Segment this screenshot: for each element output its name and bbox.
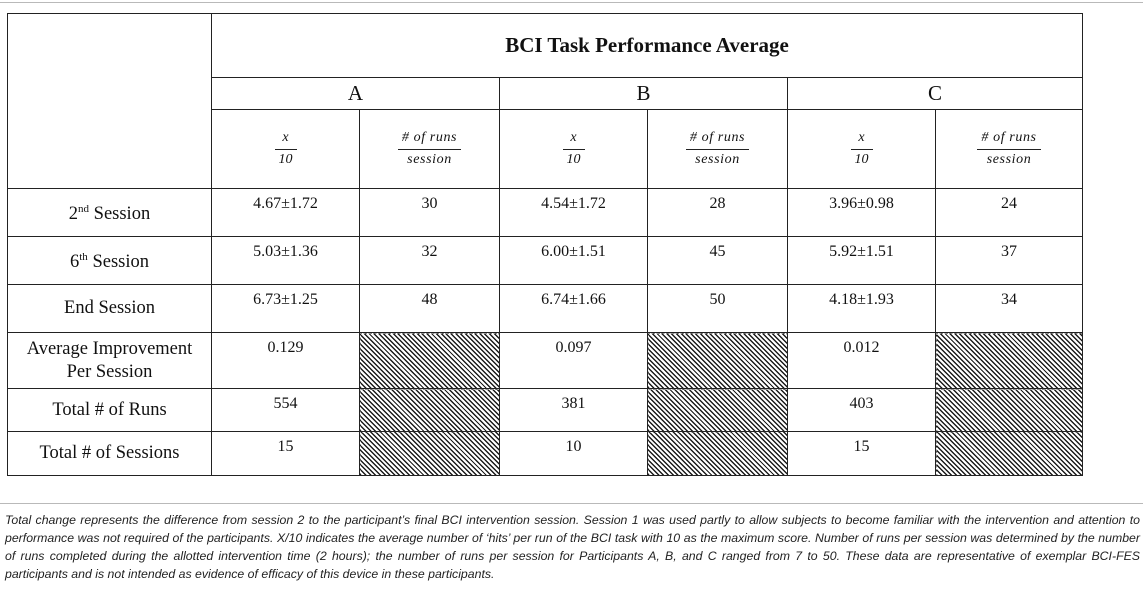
table-cell: 15 [212,432,360,476]
frac-numerator: # of runs [689,130,746,146]
table-cell: 554 [212,389,360,432]
frac-denominator: 10 [275,149,297,168]
subheader-runs-a [360,110,500,189]
table-row [8,389,1083,432]
hatched-empty-cell [360,432,500,476]
row-label-total-sessions: Total # of Sessions [8,432,212,476]
table-row [8,285,1083,333]
table-cell: 3.96±0.98 [788,189,936,237]
table-row [8,237,1083,285]
table-cell: 5.03±1.36 [212,237,360,285]
group-header-b: B [500,78,788,110]
table-cell: 30 [360,189,500,237]
row-label-6th-session [8,237,212,285]
hatched-empty-cell [648,333,788,389]
table-cell: 37 [936,237,1083,285]
frac-numerator: # of runs [401,130,458,146]
frac-numerator: # of runs [981,130,1037,146]
table-cell: 24 [936,189,1083,237]
row-label-text: 6 [70,252,80,273]
row-label-average-improvement [8,333,212,389]
table-cell: 0.129 [212,333,360,389]
hatched-empty-cell [936,389,1083,432]
table-cell: 48 [360,285,500,333]
group-header-a: A [212,78,500,110]
frac-numerator: x [570,130,577,146]
row-label-text: Session [87,252,149,273]
row-label-superscript: th [79,251,88,264]
subheader-runs-c [936,110,1083,189]
table-cell: 10 [500,432,648,476]
subheader-score-c [788,110,936,189]
table-title: BCI Task Performance Average [212,14,1083,78]
hatched-empty-cell [360,333,500,389]
table-row [8,189,1083,237]
hatched-empty-cell [648,389,788,432]
hatched-empty-cell [936,333,1083,389]
row-label-total-runs: Total # of Runs [8,389,212,432]
table-cell: 34 [936,285,1083,333]
row-label-end-session: End Session [8,285,212,333]
table-caption: Total change represents the difference from session 2 to the participant’s final BCI intervention session. Session 1 was used partly to allow subjects to become familiar with the intervention and attention to performance was not required of the participants. X/10 indicates the average number of ‘hits’ per run of the BCI task with 10 as the maximum score. Number of runs per session was determined by the number of runs completed during the allotted intervention time (2 hours); the number of runs per session for Participants A, B, and C ranged from 7 to 50. These data are representative of exemplar BCI-FES participants and is not intended as evidence of efficacy of this device in these participants. [5,513,1140,581]
row-label-text: Session [89,204,151,225]
table-row [8,432,1083,476]
frac-numerator: x [282,130,289,146]
row-label-text: Average Improvement [26,338,193,359]
frac-denominator: 10 [851,149,873,168]
table-cell: 6.73±1.25 [212,285,360,333]
row-label-2nd-session [8,189,212,237]
top-divider [0,2,1143,3]
frac-denominator: session [977,149,1040,168]
table-cell: 381 [500,389,648,432]
subheader-score-a [212,110,360,189]
table-cell: 28 [648,189,788,237]
subheader-score-b [500,110,648,189]
table-cell: 50 [648,285,788,333]
table-cell: 403 [788,389,936,432]
caption-divider [0,503,1143,504]
table-row [8,333,1083,389]
table-cell: 6.00±1.51 [500,237,648,285]
row-label-text: 2 [68,204,79,225]
frac-denominator: session [686,149,749,168]
table-cell: 5.92±1.51 [788,237,936,285]
table-cell: 45 [648,237,788,285]
corner-cell [8,14,212,189]
table-cell: 15 [788,432,936,476]
frac-numerator: x [858,130,865,146]
table-cell: 4.67±1.72 [212,189,360,237]
row-label-text: Per Session [66,361,153,382]
table-cell: 0.097 [500,333,648,389]
hatched-empty-cell [648,432,788,476]
row-label-superscript: nd [78,203,90,216]
frac-denominator: 10 [563,149,585,168]
group-header-c: C [788,78,1083,110]
subheader-runs-b [648,110,788,189]
table-cell: 6.74±1.66 [500,285,648,333]
table-cell: 4.18±1.93 [788,285,936,333]
hatched-empty-cell [936,432,1083,476]
table-cell: 0.012 [788,333,936,389]
table-cell: 4.54±1.72 [500,189,648,237]
bci-performance-table [7,13,1083,476]
hatched-empty-cell [360,389,500,432]
frac-denominator: session [398,149,461,168]
table-cell: 32 [360,237,500,285]
